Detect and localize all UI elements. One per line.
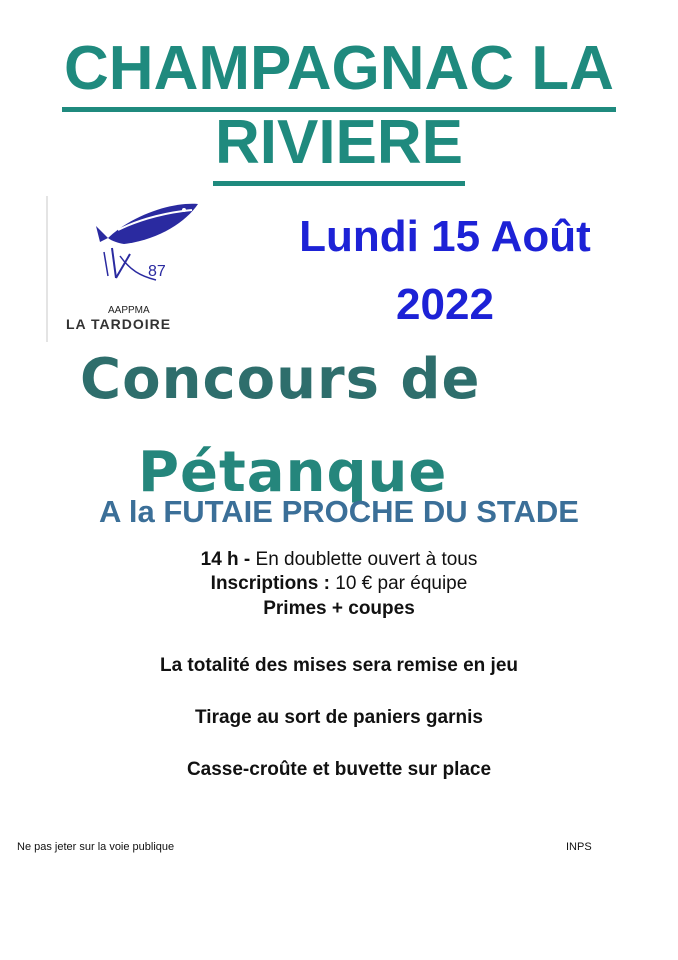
fee-label: Inscriptions :	[210, 573, 330, 594]
time-label: 14 h -	[200, 549, 251, 570]
footer-notice: Ne pas jeter sur la voie publique	[17, 841, 175, 853]
town-title-line1	[0, 34, 678, 103]
fish-logo-icon	[46, 196, 216, 344]
logo-name: LA TARDOIRE	[66, 316, 172, 332]
raffle-line: Tirage au sort de paniers garnis	[195, 707, 483, 728]
footer-printer: INPS	[566, 841, 592, 853]
prizes-line: Primes + coupes	[263, 598, 415, 619]
contest-title-line1: Concours de	[80, 347, 481, 412]
fee-line	[0, 574, 678, 593]
logo-number: 87	[148, 263, 166, 280]
event-date-line2: 2022	[396, 280, 494, 329]
stakes-line: La totalité des mises sera remise en jeu	[159, 655, 518, 676]
event-location: A la FUTAIE PROCHE DU STADE	[99, 494, 579, 529]
food-line: Casse-croûte et buvette sur place	[186, 759, 492, 780]
event-date-line1: Lundi 15 Août	[299, 212, 591, 261]
logo-org: AAPPMA	[108, 305, 150, 316]
contest-title-line2: Pétanque	[138, 440, 448, 505]
town-title-text2: RIVIERE	[213, 108, 465, 186]
town-title-line2	[0, 108, 678, 177]
aappma-logo	[46, 196, 216, 344]
town-title-text1: CHAMPAGNAC LA	[62, 34, 616, 112]
time-text: En doublette ouvert à tous	[255, 549, 478, 570]
fee-text: 10 € par équipe	[335, 573, 468, 594]
time-line	[0, 550, 678, 569]
